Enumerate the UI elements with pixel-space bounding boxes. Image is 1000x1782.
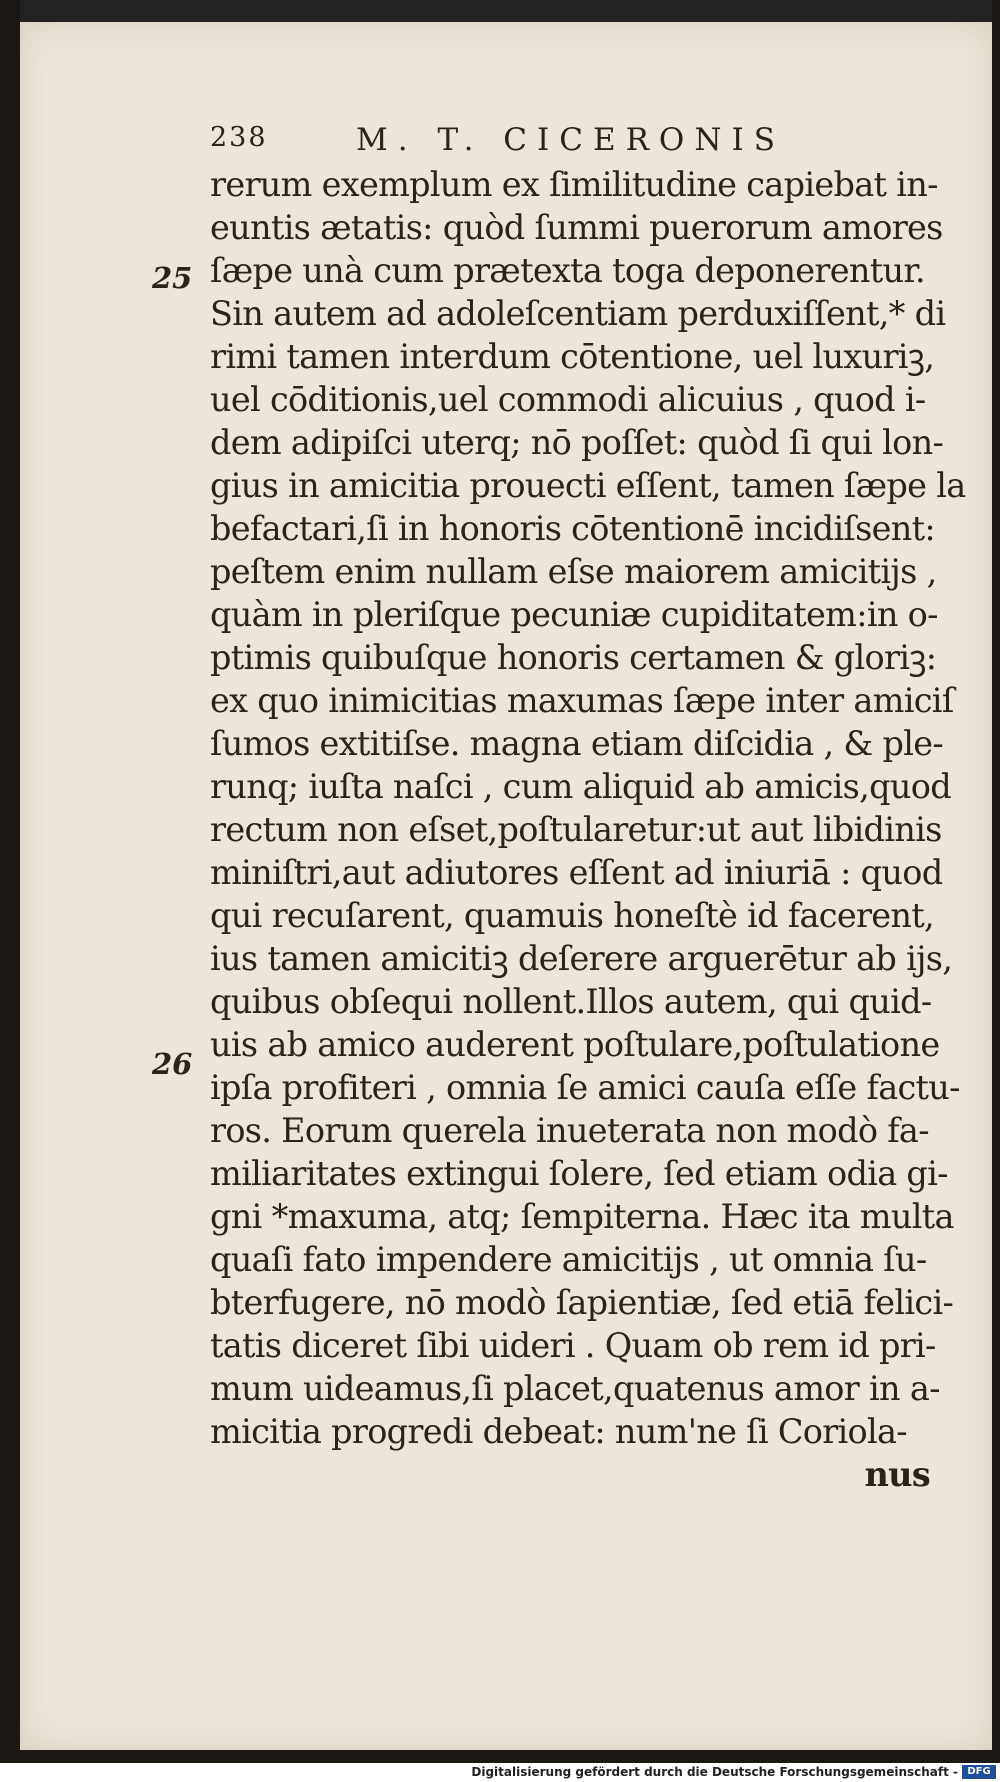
text-line: euntis ætatis: quòd ſummi puerorum amores — [210, 208, 943, 247]
text-line: ex quo inimicitias maxumas ſæpe inter amiciſ — [210, 681, 954, 720]
text-line: quibus obſequi nollent.Illos autem, qui quid- — [210, 982, 932, 1021]
text-line: miniſtri,aut adiutores eſſent ad iniuriā : quod — [210, 853, 943, 892]
text-line: uel cōditionis,uel commodi alicuius , quod i- — [210, 380, 926, 419]
body-text — [210, 163, 966, 1496]
page-top-edge — [20, 0, 992, 24]
text-line: bterfugere, nō modò ſapientiæ, ſed etiā felici- — [210, 1283, 954, 1322]
text-line: Sin autem ad adoleſcentiam perduxiſſent,* di — [210, 294, 946, 333]
text-line: ros. Eorum querela inueterata non modò fa- — [210, 1111, 929, 1150]
text-line: uis ab amico auderent poſtulare,poſtulatione — [210, 1025, 940, 1064]
text-line: rimi tamen interdum cōtentione, uel luxuriꝫ, — [210, 337, 935, 376]
text-line: gius in amicitia prouecti eſſent, tamen ſæpe la — [210, 466, 966, 505]
text-line: ſumos extitiſse. magna etiam diſcidia , & ple- — [210, 724, 943, 763]
text-line: ſæpe unà cum prætexta toga deponerentur. — [210, 251, 925, 290]
margin-section-number: 25 — [152, 261, 193, 295]
text-line: quàm in pleriſque pecuniæ cupiditatem:in o- — [210, 595, 938, 634]
text-line: peſtem enim nullam eſse maiorem amicitijs , — [210, 552, 937, 591]
text-line: mum uideamus,ſi placet,quatenus amor in a- — [210, 1369, 940, 1408]
text-line: dem adipiſci uterq; nō poſſet: quòd ſi qui lon- — [210, 423, 944, 462]
text-line: ipſa profiteri , omnia ſe amici cauſa eſſe factu- — [210, 1068, 960, 1107]
digitization-footer — [0, 1763, 1000, 1782]
funding-credit: Digitalisierung gefördert durch die Deutsche Forschungsgemeinschaft - — [471, 1765, 958, 1779]
dfg-logo[interactable]: DFG — [962, 1765, 996, 1779]
text-line: miliaritates extingui ſolere, ſed etiam odia gi- — [210, 1154, 948, 1193]
margin-section-number: 26 — [152, 1047, 193, 1081]
text-line: gni *maxuma, atq; ſempiterna. Hæc ita multa — [210, 1197, 954, 1236]
running-title: M. T. CICERONIS — [356, 122, 785, 158]
catchword: nus — [864, 1455, 930, 1494]
text-line: ius tamen amicitiꝫ deſerere arguerētur ab ijs, — [210, 939, 953, 978]
text-line: qui recuſarent, quamuis honeſtè id facerent, — [210, 896, 934, 935]
text-line: rectum non eſset,poſtularetur:ut aut libidinis — [210, 810, 942, 849]
text-line: befactari,ſi in honoris cōtentionē incidiſsent: — [210, 509, 935, 548]
text-line: tatis diceret ſibi uideri . Quam ob rem id pri- — [210, 1326, 936, 1365]
folio-number: 238 — [210, 122, 268, 153]
text-line: runq; iuſta naſci , cum aliquid ab amicis,quod — [210, 767, 951, 806]
page-header — [210, 122, 930, 162]
text-line: ptimis quibuſque honoris certamen & gloriꝫ: — [210, 638, 937, 677]
text-line: quaſi fato impendere amicitijs , ut omnia ſu- — [210, 1240, 927, 1279]
text-line: rerum exemplum ex ſimilitudine capiebat in- — [210, 165, 938, 204]
text-line: micitia progredi debeat: num'ne ſi Coriola- — [210, 1412, 907, 1451]
